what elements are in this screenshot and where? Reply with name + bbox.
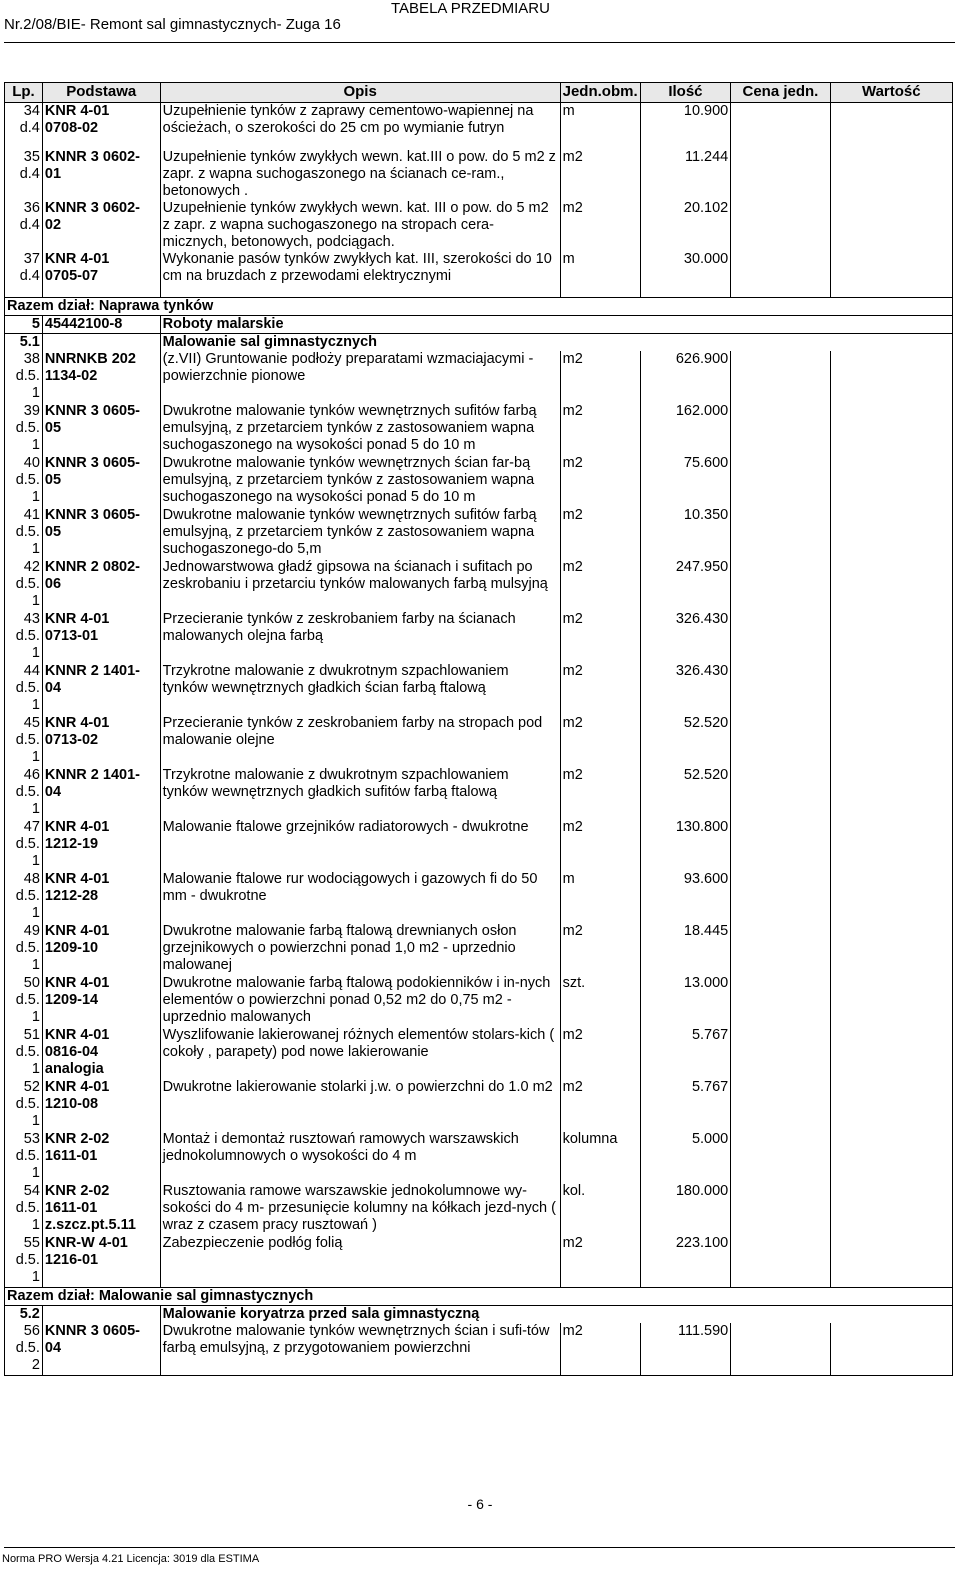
document-header-right: TABELA PRZEDMIARU: [391, 0, 550, 17]
row-podstawa: KNR 4-01 1210-08: [42, 1079, 160, 1131]
rows-group-b: [5, 149, 953, 285]
table-row: [5, 559, 953, 611]
row-podstawa: KNR 2-02 1611-01: [42, 1131, 160, 1183]
row-price: [731, 923, 830, 975]
row-lp-ref: d.5. 1: [15, 576, 40, 609]
section-total-row: [5, 1288, 953, 1306]
row-lp-number: 51: [23, 1027, 40, 1043]
section-total-label: Razem dział: Naprawa tynków: [5, 298, 953, 316]
row-value: [830, 663, 952, 715]
section-header-row: [5, 1306, 953, 1324]
row-qty: 75.600: [640, 455, 731, 507]
row-price: [731, 819, 830, 871]
table-header-row: [5, 83, 953, 103]
row-lp-number: 45: [23, 715, 40, 731]
estimate-table: [4, 82, 953, 1376]
table-row: [5, 871, 953, 923]
row-price: [731, 1235, 830, 1288]
section-name: Roboty malarskie: [160, 316, 952, 334]
section-header-row: [5, 316, 953, 334]
row-unit: m: [560, 251, 640, 285]
document-header-left: Nr.2/08/BIE- Remont sal gimnastycznych- Zuga 16: [4, 16, 341, 33]
row-qty: 5.767: [640, 1027, 731, 1079]
row-lp-ref: d.5. 1: [15, 420, 40, 453]
row-price: [731, 715, 830, 767]
row-lp-ref: d.5. 1: [15, 628, 40, 661]
row-lp-number: 39: [23, 403, 40, 419]
row-podstawa: KNR 4-01 1212-19: [42, 819, 160, 871]
col-header-price: Cena jedn.: [731, 83, 830, 103]
row-lp-ref: d.5. 1: [15, 836, 40, 869]
row-lp-number: 35: [23, 149, 40, 165]
row-opis: Przecieranie tynków z zeskrobaniem farby na stropach pod malowanie olejne: [160, 715, 560, 767]
row-lp: [5, 1183, 43, 1235]
row-podstawa: KNR 4-01 0713-01: [42, 611, 160, 663]
row-price: [731, 103, 830, 138]
row-lp: [5, 149, 43, 200]
table-row: [5, 715, 953, 767]
row-opis: Zabezpieczenie podłóg folią: [160, 1235, 560, 1288]
table-row: [5, 1131, 953, 1183]
table-row: [5, 975, 953, 1027]
row-unit: m2: [560, 559, 640, 611]
row-lp-number: 34: [23, 103, 40, 119]
row-lp: [5, 351, 43, 403]
section-lp: 5.2: [5, 1306, 43, 1324]
row-podstawa: KNR 2-02 1611-01 z.szcz.pt.5.11: [42, 1183, 160, 1235]
row-unit: kolumna: [560, 1131, 640, 1183]
row-price: [731, 1323, 830, 1376]
row-lp-number: 46: [23, 767, 40, 783]
section-total-row: [5, 298, 953, 316]
row-price: [731, 455, 830, 507]
row-podstawa: KNR 4-01 1209-10: [42, 923, 160, 975]
section-lp: 5: [5, 316, 43, 334]
table-row: [5, 663, 953, 715]
table-row: [5, 200, 953, 251]
row-lp-number: 38: [23, 351, 40, 367]
row-price: [731, 1183, 830, 1235]
row-price: [731, 1027, 830, 1079]
row-value: [830, 871, 952, 923]
row-podstawa: KNR-W 4-01 1216-01: [42, 1235, 160, 1288]
row-podstawa: KNNR 2 1401- 04: [42, 663, 160, 715]
row-opis: Dwukrotne malowanie farbą ftalową drewnianych osłon grzejnikowych o powierzchni ponad 1,0 m2 - uprzednio malowanej: [160, 923, 560, 975]
row-unit: m2: [560, 507, 640, 559]
row-price: [731, 403, 830, 455]
row-lp-ref: d.5. 1: [15, 1096, 40, 1129]
row-unit: m2: [560, 663, 640, 715]
row-opis: Dwukrotne lakierowanie stolarki j.w. o powierzchni do 1.0 m2: [160, 1079, 560, 1131]
row-qty: 20.102: [640, 200, 731, 251]
row-podstawa: KNNR 3 0605- 04: [42, 1323, 160, 1376]
row-podstawa: KNNR 3 0602- 01: [42, 149, 160, 200]
row-qty: 10.900: [640, 103, 731, 138]
row-lp: [5, 715, 43, 767]
row-opis: Dwukrotne malowanie farbą ftalową podokienników i in-nych elementów o powierzchni ponad 0,52 m2 do 0,75 m2 - uprzednio malowanych: [160, 975, 560, 1027]
row-value: [830, 1131, 952, 1183]
row-opis: Montaż i demontaż rusztowań ramowych warszawskich jednokolumnowych o wysokości do 4 m: [160, 1131, 560, 1183]
row-podstawa: KNR 4-01 0816-04 analogia: [42, 1027, 160, 1079]
row-opis: Wykonanie pasów tynków zwykłych kat. III, szerokości do 10 cm na bruzdach z przewodami elektrycznymi: [160, 251, 560, 285]
row-unit: m2: [560, 1079, 640, 1131]
page-number: - 6 -: [467, 1496, 493, 1512]
row-podstawa: KNNR 2 1401- 04: [42, 767, 160, 819]
table-row: [5, 1183, 953, 1235]
col-header-qty: Ilość: [640, 83, 731, 103]
row-lp-ref: d.5. 1: [15, 992, 40, 1025]
table-row: [5, 1027, 953, 1079]
col-header-value: Wartość: [830, 83, 952, 103]
row-price: [731, 767, 830, 819]
row-lp-ref: d.5. 1: [15, 1148, 40, 1181]
row-podstawa: KNR 4-01 1212-28: [42, 871, 160, 923]
row-lp: [5, 103, 43, 138]
row-opis: Uzupełnienie tynków z zaprawy cementowo-wapiennej na ościeżach, o szerokości do 25 cm po wymianie futryn: [160, 103, 560, 138]
row-lp-number: 40: [23, 455, 40, 471]
row-lp-ref: d.5. 1: [15, 732, 40, 765]
row-unit: m2: [560, 403, 640, 455]
row-qty: 326.430: [640, 611, 731, 663]
row-qty: 626.900: [640, 351, 731, 403]
rows-group-c: [5, 351, 953, 1288]
row-qty: 5.767: [640, 1079, 731, 1131]
row-lp: [5, 403, 43, 455]
row-unit: m2: [560, 1235, 640, 1288]
gap-row-group: [5, 137, 953, 149]
table-row: [5, 103, 953, 138]
row-price: [731, 1131, 830, 1183]
row-price: [731, 149, 830, 200]
row-unit: m2: [560, 767, 640, 819]
row-qty: 11.244: [640, 149, 731, 200]
row-lp-number: 48: [23, 871, 40, 887]
row-value: [830, 1079, 952, 1131]
row-lp-number: 56: [23, 1323, 40, 1339]
row-lp: [5, 1131, 43, 1183]
row-lp-ref: d.5. 2: [15, 1340, 40, 1373]
table-row: [5, 1323, 953, 1376]
row-price: [731, 871, 830, 923]
table-row: [5, 507, 953, 559]
section-name: Malowanie sal gimnastycznych: [160, 334, 952, 352]
row-qty: 52.520: [640, 715, 731, 767]
row-unit: m: [560, 871, 640, 923]
row-qty: 18.445: [640, 923, 731, 975]
row-unit: m2: [560, 351, 640, 403]
row-lp: [5, 767, 43, 819]
row-price: [731, 611, 830, 663]
row-value: [830, 611, 952, 663]
row-unit: m2: [560, 923, 640, 975]
row-qty: 5.000: [640, 1131, 731, 1183]
row-lp-number: 55: [23, 1235, 40, 1251]
table-row: [5, 1235, 953, 1288]
row-unit: m2: [560, 819, 640, 871]
table-row: [5, 351, 953, 403]
row-opis: Uzupełnienie tynków zwykłych wewn. kat.III o pow. do 5 m2 z zapr. z wapna suchogaszonego na ścianach ce-ram., betonowych .: [160, 149, 560, 200]
row-podstawa: KNNR 3 0605- 05: [42, 455, 160, 507]
row-lp: [5, 923, 43, 975]
row-podstawa: KNR 4-01 1209-14: [42, 975, 160, 1027]
row-value: [830, 507, 952, 559]
row-lp-ref: d.4: [19, 166, 40, 182]
row-qty: 93.600: [640, 871, 731, 923]
table-row: [5, 251, 953, 285]
section-name: Malowanie koryatrza przed sala gimnastyczną: [160, 1306, 952, 1324]
row-lp-ref: d.5. 1: [15, 368, 40, 401]
row-value: [830, 923, 952, 975]
row-value: [830, 975, 952, 1027]
row-value: [830, 1235, 952, 1288]
row-podstawa: KNR 4-01 0705-07: [42, 251, 160, 285]
row-lp-ref: d.5. 1: [15, 940, 40, 973]
header-divider: [4, 42, 955, 43]
row-qty: 10.350: [640, 507, 731, 559]
row-opis: (z.VII) Gruntowanie podłoży preparatami wzmaciajacymi - powierzchnie pionowe: [160, 351, 560, 403]
row-qty: 326.430: [640, 663, 731, 715]
row-value: [830, 1183, 952, 1235]
row-lp-ref: d.5. 1: [15, 472, 40, 505]
row-unit: m2: [560, 200, 640, 251]
row-value: [830, 149, 952, 200]
row-lp: [5, 1323, 43, 1376]
row-value: [830, 559, 952, 611]
row-lp: [5, 871, 43, 923]
row-qty: 223.100: [640, 1235, 731, 1288]
row-opis: Przecieranie tynków z zeskrobaniem farby na ścianach malowanych olejna farbą: [160, 611, 560, 663]
row-opis: Trzykrotne malowanie z dwukrotnym szpachlowaniem tynków wewnętrznych gładkich sufitów farbą ftalową: [160, 767, 560, 819]
row-price: [731, 559, 830, 611]
row-lp-number: 50: [23, 975, 40, 991]
row-unit: m2: [560, 1323, 640, 1376]
row-podstawa: KNNR 3 0605- 05: [42, 403, 160, 455]
row-qty: 52.520: [640, 767, 731, 819]
row-qty: 130.800: [640, 819, 731, 871]
row-lp-number: 49: [23, 923, 40, 939]
row-lp: [5, 251, 43, 285]
row-lp-number: 42: [23, 559, 40, 575]
row-value: [830, 819, 952, 871]
table-row: [5, 767, 953, 819]
row-unit: m2: [560, 149, 640, 200]
table-row: [5, 1079, 953, 1131]
row-lp-ref: d.5. 1: [15, 1252, 40, 1285]
row-value: [830, 455, 952, 507]
row-lp: [5, 819, 43, 871]
table-row: [5, 149, 953, 200]
row-lp: [5, 559, 43, 611]
section-lp: 5.1: [5, 334, 43, 352]
row-lp-ref: d.4: [19, 268, 40, 284]
row-lp: [5, 1235, 43, 1288]
row-lp-number: 54: [23, 1183, 40, 1199]
row-podstawa: KNNR 2 0802- 06: [42, 559, 160, 611]
row-lp: [5, 975, 43, 1027]
row-unit: m2: [560, 611, 640, 663]
row-lp-ref: d.5. 1: [15, 784, 40, 817]
row-lp-number: 36: [23, 200, 40, 216]
row-lp-ref: d.5. 1: [15, 680, 40, 713]
gap-row-group: [5, 285, 953, 298]
row-lp: [5, 1079, 43, 1131]
row-lp: [5, 611, 43, 663]
row-qty: 180.000: [640, 1183, 731, 1235]
row-value: [830, 767, 952, 819]
row-qty: 30.000: [640, 251, 731, 285]
row-value: [830, 200, 952, 251]
row-qty: 162.000: [640, 403, 731, 455]
row-lp: [5, 200, 43, 251]
row-unit: m: [560, 103, 640, 138]
row-price: [731, 251, 830, 285]
row-value: [830, 351, 952, 403]
row-lp: [5, 663, 43, 715]
row-unit: m2: [560, 1027, 640, 1079]
row-podstawa: KNR 4-01 0713-02: [42, 715, 160, 767]
table-row: [5, 455, 953, 507]
row-value: [830, 251, 952, 285]
row-lp-number: 43: [23, 611, 40, 627]
rows-group-d: [5, 1323, 953, 1376]
row-lp-ref: d.5. 1: [15, 1044, 40, 1077]
table-row: [5, 611, 953, 663]
row-unit: m2: [560, 715, 640, 767]
row-value: [830, 403, 952, 455]
table-row: [5, 819, 953, 871]
row-value: [830, 715, 952, 767]
row-lp-ref: d.5. 1: [15, 1200, 40, 1233]
row-price: [731, 663, 830, 715]
row-price: [731, 1079, 830, 1131]
col-header-podstawa: Podstawa: [42, 83, 160, 103]
row-unit: kol.: [560, 1183, 640, 1235]
row-opis: Dwukrotne malowanie tynków wewnętrznych sufitów farbą emulsyjną, z przetarciem tynków z zastosowaniem wapna suchogaszonego na wysokości ponad 5 do 10 m: [160, 403, 560, 455]
row-price: [731, 507, 830, 559]
row-opis: Rusztowania ramowe warszawskie jednokolumnowe wy-sokości do 4 m- przesunięcie kolumny na kółkach jezd-nych ( wraz z czasem pracy rusztowań ): [160, 1183, 560, 1235]
row-value: [830, 1323, 952, 1376]
software-note: Norma PRO Wersja 4.21 Licencja: 3019 dla ESTIMA: [2, 1553, 260, 1565]
row-lp-ref: d.5. 1: [15, 524, 40, 557]
row-qty: 111.590: [640, 1323, 731, 1376]
row-qty: 13.000: [640, 975, 731, 1027]
row-podstawa: KNNR 3 0605- 05: [42, 507, 160, 559]
col-header-lp: Lp.: [5, 83, 43, 103]
row-opis: Jednowarstwowa gładź gipsowa na ścianach i sufitach po zeskrobaniu i przetarciu tynków malowanych farbą mulsyjną: [160, 559, 560, 611]
row-price: [731, 200, 830, 251]
row-opis: Dwukrotne malowanie tynków wewnętrznych ścian i sufi-tów farbą emulsyjną, z przygotowaniem powierzchni: [160, 1323, 560, 1376]
row-podstawa: KNNR 3 0602- 02: [42, 200, 160, 251]
row-price: [731, 975, 830, 1027]
row-opis: Dwukrotne malowanie tynków wewnętrznych sufitów farbą emulsyjną, z przetarciem tynków z zastosowaniem wapna suchogaszonego-do 5,m: [160, 507, 560, 559]
row-lp-ref: d.4: [19, 217, 40, 233]
row-opis: Trzykrotne malowanie z dwukrotnym szpachlowaniem tynków wewnętrznych gładkich ścian farbą ftalową: [160, 663, 560, 715]
row-value: [830, 1027, 952, 1079]
row-value: [830, 103, 952, 138]
row-lp-ref: d.5. 1: [15, 888, 40, 921]
section-header-row: [5, 334, 953, 352]
row-opis: Malowanie ftalowe rur wodociągowych i gazowych fi do 50 mm - dwukrotne: [160, 871, 560, 923]
section-code: 45442100-8: [42, 316, 160, 334]
col-header-unit: Jedn.obm.: [560, 83, 640, 103]
row-lp-number: 37: [23, 251, 40, 267]
table-row: [5, 923, 953, 975]
row-lp: [5, 507, 43, 559]
row-lp: [5, 1027, 43, 1079]
row-opis: Dwukrotne malowanie tynków wewnętrznych ścian far-bą emulsyjną, z przetarciem tynków z zastosowaniem wapna suchogaszonego na wysokości ponad 5 do 10 m: [160, 455, 560, 507]
row-opis: Wyszlifowanie lakierowanej różnych elementów stolars-kich ( cokoły , parapety) pod nowe lakierowanie: [160, 1027, 560, 1079]
row-podstawa: KNR 4-01 0708-02: [42, 103, 160, 138]
row-unit: m2: [560, 455, 640, 507]
row-lp-ref: d.4: [19, 120, 40, 136]
footer-divider: [4, 1547, 955, 1548]
row-lp-number: 47: [23, 819, 40, 835]
rows-group-a: [5, 103, 953, 138]
table-row: [5, 403, 953, 455]
section-total-label: Razem dział: Malowanie sal gimnastycznych: [5, 1288, 953, 1306]
row-lp-number: 44: [23, 663, 40, 679]
row-lp: [5, 455, 43, 507]
row-unit: szt.: [560, 975, 640, 1027]
row-opis: Malowanie ftalowe grzejników radiatorowych - dwukrotne: [160, 819, 560, 871]
row-lp-number: 53: [23, 1131, 40, 1147]
row-lp-number: 41: [23, 507, 40, 523]
row-qty: 247.950: [640, 559, 731, 611]
row-price: [731, 351, 830, 403]
row-podstawa: NNRNKB 202 1134-02: [42, 351, 160, 403]
row-lp-number: 52: [23, 1079, 40, 1095]
col-header-opis: Opis: [160, 83, 560, 103]
row-opis: Uzupełnienie tynków zwykłych wewn. kat. III o pow. do 5 m2 z zapr. z wapna suchogaszonego na stropach cera-micznych, betonowych, podciągach.: [160, 200, 560, 251]
